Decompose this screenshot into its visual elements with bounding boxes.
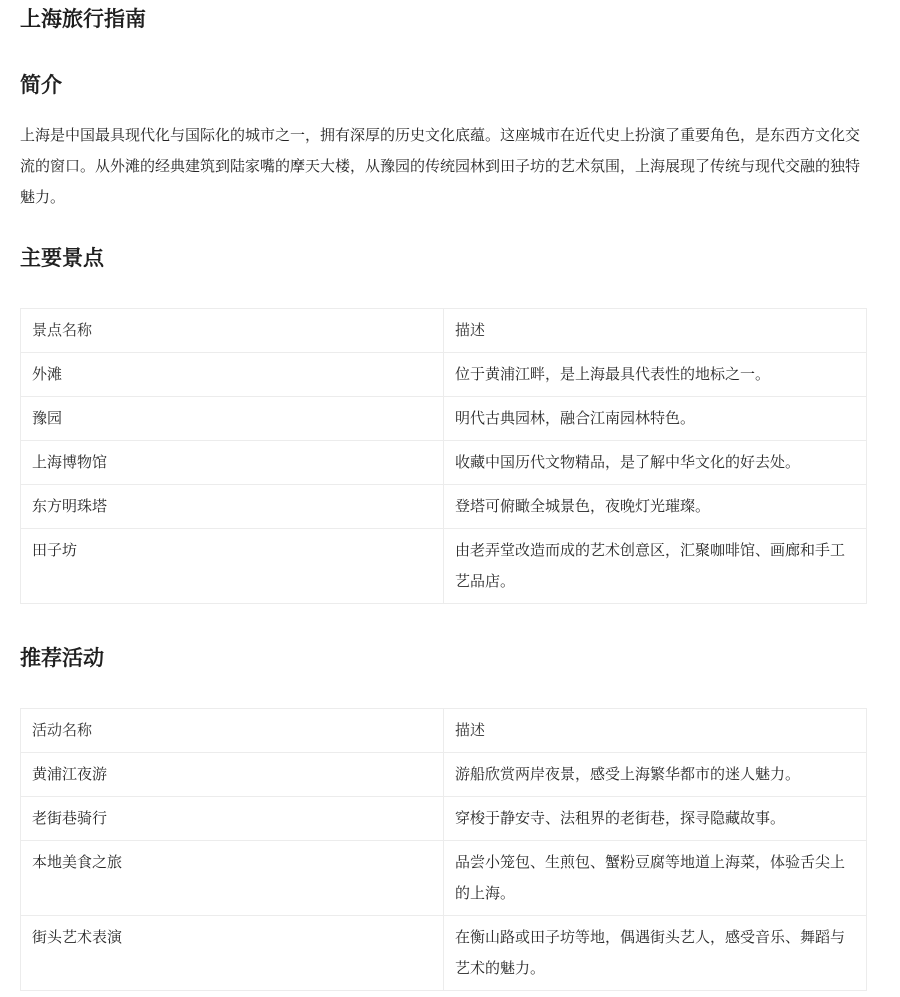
table-row (21, 353, 867, 397)
attraction-name: 东方明珠塔 (21, 485, 444, 529)
column-header-name: 活动名称 (21, 709, 444, 753)
activity-description: 在衡山路或田子坊等地，偶遇街头艺人，感受音乐、舞蹈与艺术的魅力。 (444, 916, 867, 991)
attraction-description: 收藏中国历代文物精品，是了解中华文化的好去处。 (444, 441, 867, 485)
activity-description: 穿梭于静安寺、法租界的老街巷，探寻隐藏故事。 (444, 797, 867, 841)
table-header-row (21, 709, 867, 753)
table-row (21, 916, 867, 991)
table-row (21, 841, 867, 916)
activity-name: 黄浦江夜游 (21, 753, 444, 797)
table-row (21, 441, 867, 485)
activity-description: 品尝小笼包、生煎包、蟹粉豆腐等地道上海菜，体验舌尖上的上海。 (444, 841, 867, 916)
page-title: 上海旅行指南 (20, 7, 146, 31)
table-row (21, 485, 867, 529)
table-header-row (21, 309, 867, 353)
table-row (21, 797, 867, 841)
intro-paragraph: 上海是中国最具现代化与国际化的城市之一，拥有深厚的历史文化底蕴。这座城市在近代史上扮演了重要角色，是东西方文化交流的窗口。从外滩的经典建筑到陆家嘴的摩天大楼，从豫园的传统园林到田子坊的艺术氛围，上海展现了传统与现代交融的独特魅力。 (20, 126, 861, 206)
attractions-table (20, 308, 867, 604)
activity-description: 游船欣赏两岸夜景，感受上海繁华都市的迷人魅力。 (444, 753, 867, 797)
table-row (21, 397, 867, 441)
attraction-description: 明代古典园林，融合江南园林特色。 (444, 397, 867, 441)
attraction-name: 上海博物馆 (21, 441, 444, 485)
table-row (21, 753, 867, 797)
attraction-name: 外滩 (21, 353, 444, 397)
column-header-description: 描述 (444, 709, 867, 753)
attraction-description: 位于黄浦江畔，是上海最具代表性的地标之一。 (444, 353, 867, 397)
attraction-description: 登塔可俯瞰全城景色，夜晚灯光璀璨。 (444, 485, 867, 529)
attraction-name: 田子坊 (21, 529, 444, 604)
activities-table (20, 708, 867, 991)
table-row (21, 529, 867, 604)
attraction-description: 由老弄堂改造而成的艺术创意区，汇聚咖啡馆、画廊和手工艺品店。 (444, 529, 867, 604)
section-heading-activities: 推荐活动 (20, 646, 104, 670)
column-header-description: 描述 (444, 309, 867, 353)
section-heading-intro: 简介 (20, 73, 62, 97)
activity-name: 本地美食之旅 (21, 841, 444, 916)
column-header-name: 景点名称 (21, 309, 444, 353)
attraction-name: 豫园 (21, 397, 444, 441)
section-heading-attractions: 主要景点 (20, 246, 104, 270)
activity-name: 街头艺术表演 (21, 916, 444, 991)
activity-name: 老街巷骑行 (21, 797, 444, 841)
